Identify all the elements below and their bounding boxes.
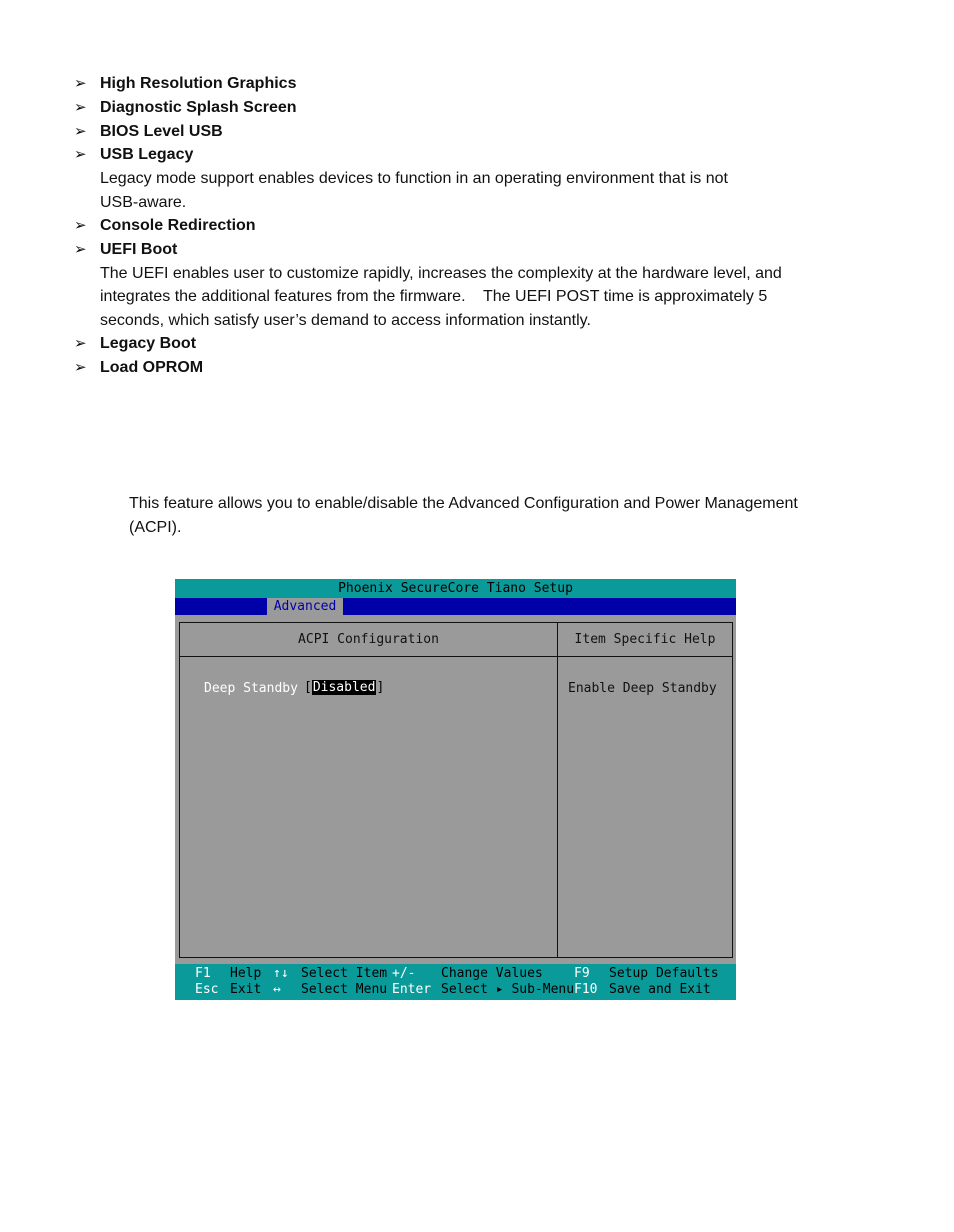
bios-footer	[175, 964, 736, 1000]
feature-list	[74, 72, 874, 380]
feature-description: Legacy mode support enables devices to function in an operating environment that is not USB-aware.	[100, 170, 728, 211]
deep-standby-selected-value[interactable]: Disabled	[312, 680, 376, 695]
footer-key: F9	[574, 966, 590, 981]
footer-key: ↑↓	[273, 966, 289, 981]
feature-description: The UEFI enables user to customize rapidly, increases the complexity at the hardware level, and integrates the additional features from the firmware. The UEFI POST time is approximately 5 seconds, which satisfy user’s demand to access information instantly.	[100, 264, 782, 329]
tab-advanced[interactable]: Advanced	[267, 598, 343, 615]
list-item	[74, 332, 874, 356]
arrow-bullet-icon: ➢	[74, 335, 87, 353]
list-item	[74, 356, 874, 380]
panel-header-rule	[180, 656, 732, 657]
footer-desc: Select Menu	[301, 982, 388, 997]
feature-title: Console Redirection	[100, 217, 256, 235]
footer-key: F10	[574, 982, 598, 997]
footer-desc: Select ▸ Sub-Menu	[441, 982, 575, 997]
feature-title: Legacy Boot	[100, 335, 197, 353]
bios-menu-bar	[175, 598, 736, 615]
arrow-bullet-icon: ➢	[74, 217, 87, 235]
footer-desc: Change Values	[441, 966, 543, 981]
arrow-bullet-icon: ➢	[74, 146, 87, 164]
list-item	[74, 120, 874, 144]
list-item	[74, 72, 874, 96]
footer-desc: Help	[230, 966, 262, 981]
deep-standby-value[interactable]: [Disabled]	[304, 680, 385, 695]
feature-title: BIOS Level USB	[100, 122, 223, 140]
arrow-bullet-icon: ➢	[74, 98, 87, 116]
deep-standby-label: Deep Standby	[204, 681, 298, 696]
footer-desc: Select Item	[301, 966, 388, 981]
feature-title: Load OPROM	[100, 359, 204, 377]
acpi-config-panel	[179, 622, 733, 958]
list-item	[74, 214, 874, 238]
feature-title: High Resolution Graphics	[100, 75, 297, 92]
list-item	[74, 96, 874, 120]
footer-key: F1	[195, 966, 211, 981]
list-item	[74, 143, 874, 167]
bios-screenshot	[175, 579, 736, 1000]
help-title: Item Specific Help	[574, 632, 716, 647]
intro-paragraph: This feature allows you to enable/disable the Advanced Configuration and Power Management (ACPI).	[129, 495, 798, 536]
arrow-bullet-icon: ➢	[74, 240, 87, 258]
arrow-bullet-icon: ➢	[74, 122, 87, 140]
footer-key: Esc	[195, 982, 219, 997]
arrow-bullet-icon: ➢	[74, 75, 87, 92]
footer-desc: Save and Exit	[609, 982, 711, 997]
footer-key: ↔	[273, 982, 281, 997]
feature-title: UEFI Boot	[100, 240, 178, 258]
list-item	[74, 238, 874, 262]
footer-key: Enter	[392, 982, 432, 997]
panel-divider	[557, 623, 558, 957]
footer-desc: Exit	[230, 982, 262, 997]
bios-title-bar: Phoenix SecureCore Tiano Setup	[175, 579, 736, 598]
help-text: Enable Deep Standby	[568, 681, 717, 696]
footer-desc: Setup Defaults	[609, 966, 719, 981]
panel-title: ACPI Configuration	[298, 632, 439, 647]
feature-title: Diagnostic Splash Screen	[100, 98, 297, 116]
feature-title: USB Legacy	[100, 146, 194, 164]
arrow-bullet-icon: ➢	[74, 359, 87, 377]
footer-key: +/-	[392, 966, 416, 981]
